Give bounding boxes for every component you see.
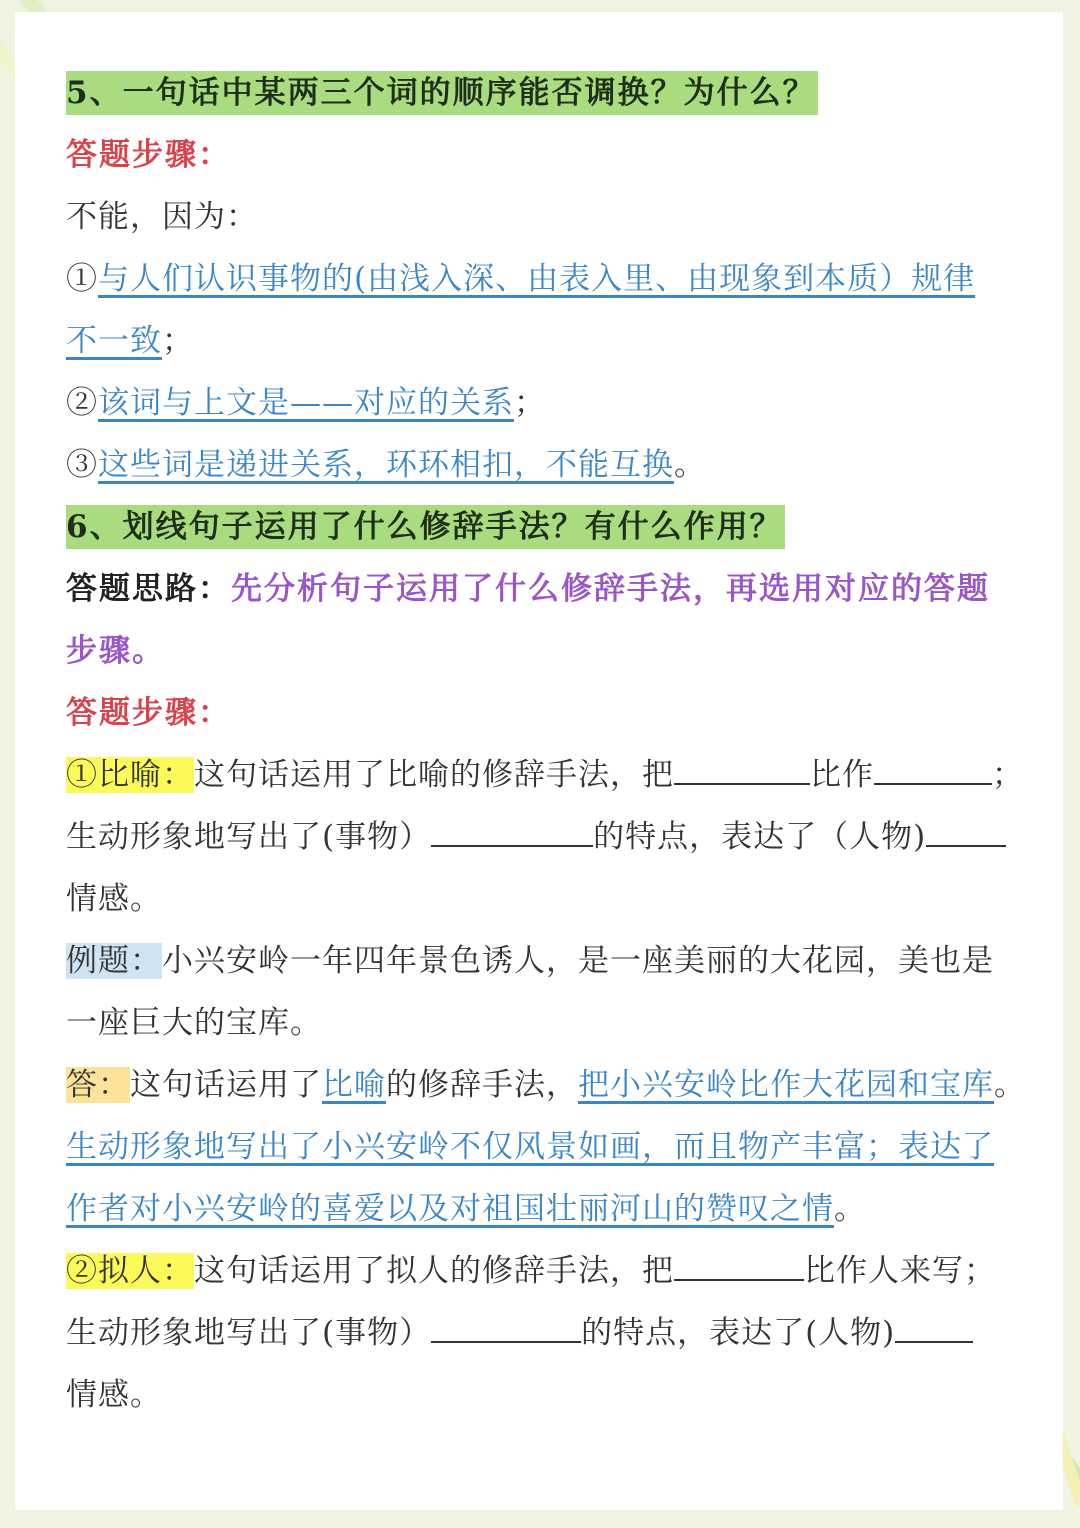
example-line1: [66, 930, 1036, 992]
answer-line2-text: 生动形象地写出了小兴安岭不仅风景如画，而且物产丰富；表达了: [66, 1129, 994, 1165]
q5-point3-text: 这些词是递进关系，环环相扣，不能互换: [98, 447, 674, 483]
q6-idea-text-b: 步骤。: [66, 633, 165, 669]
answer-line3-text: 作者对小兴安岭的喜爱以及对祖国壮丽河山的赞叹之情: [66, 1191, 834, 1227]
q5-title-line: [66, 62, 1036, 124]
answer-text-e: 。: [994, 1067, 1026, 1103]
personification-blank-1: [674, 1253, 804, 1281]
answer-text-d: 把小兴安岭比作大花园和宝库: [578, 1067, 994, 1103]
simile-text-b: 比作: [810, 757, 874, 793]
answer-line3-end: 。: [834, 1191, 866, 1227]
simile-label: ①比喻：: [66, 757, 194, 793]
simile-blank-1: [674, 757, 810, 785]
q5-point1-number: ①: [66, 261, 98, 297]
personification-line2: [66, 1302, 1036, 1364]
q5-point2-line: [66, 372, 1036, 434]
q6-idea-line1: [66, 558, 1036, 620]
q5-point1-text-b: 不一致: [66, 323, 162, 359]
answer-text-b: 比喻: [322, 1067, 386, 1103]
personification-blank-2: [431, 1315, 581, 1343]
simile-line2-a: 生动形象地写出了(事物）: [66, 819, 432, 855]
personification-line1: [66, 1240, 1036, 1302]
q5-point3-end: 。: [674, 447, 706, 483]
simile-line2: [66, 806, 1036, 868]
q6-idea-line2: [66, 620, 1036, 682]
q6-title: 6、划线句子运用了什么修辞手法？有什么作用？: [66, 505, 785, 549]
simile-line2-b: 的特点，表达了（人物): [593, 819, 927, 855]
personification-label: ②拟人：: [66, 1253, 194, 1289]
q5-steps-label: 答题步骤：: [66, 137, 231, 173]
simile-line1: [66, 744, 1036, 806]
answer-line1: [66, 1054, 1036, 1116]
q5-point1-line2: [66, 310, 1036, 372]
q6-steps-label: 答题步骤：: [66, 695, 231, 731]
q5-title: 5、一句话中某两三个词的顺序能否调换？为什么？: [66, 71, 818, 115]
answer-line3: [66, 1178, 1036, 1240]
answer-label: 答：: [66, 1067, 130, 1103]
simile-text-c: ；: [992, 757, 1024, 793]
q6-title-line: [66, 496, 1036, 558]
q6-steps-label-line: [66, 682, 1036, 744]
q5-point2-end: ；: [514, 385, 546, 421]
simile-line3: 情感。: [66, 881, 162, 917]
example-line2: 一座巨大的宝库。: [66, 1005, 322, 1041]
q5-point3-number: ③: [66, 447, 98, 483]
q6-idea-text-a: 先分析句子运用了什么修辞手法，再选用对应的答题: [231, 571, 990, 607]
personification-text-b: 比作人来写；: [804, 1253, 996, 1289]
simile-text-a: 这句话运用了比喻的修辞手法，把: [194, 757, 674, 793]
example-label: 例题：: [66, 943, 162, 979]
answer-line2: [66, 1116, 1036, 1178]
q5-steps-label-line: [66, 124, 1036, 186]
personification-line3: 情感。: [66, 1377, 162, 1413]
example-text-a: 小兴安岭一年四年景色诱人，是一座美丽的大花园，美也是: [162, 943, 994, 979]
answer-text-a: 这句话运用了: [130, 1067, 322, 1103]
simile-blank-2: [874, 757, 992, 785]
personification-line2-a: 生动形象地写出了(事物）: [66, 1315, 432, 1351]
q5-point1-text-a: 与人们认识事物的(由浅入深、由表入里、由现象到本质）规律: [98, 261, 976, 297]
document-content: [66, 62, 1036, 1426]
q5-point1-end: ；: [162, 323, 194, 359]
q6-idea-label: 答题思路：: [66, 571, 231, 607]
q5-point2-text: 该词与上文是——对应的关系: [98, 385, 514, 421]
personification-line2-b: 的特点，表达了(人物): [581, 1315, 896, 1351]
answer-text-c: 的修辞手法，: [386, 1067, 578, 1103]
q5-point2-number: ②: [66, 385, 98, 421]
simile-blank-3: [431, 819, 593, 847]
simile-blank-4: [926, 819, 1006, 847]
q5-answer-intro: 不能，因为：: [66, 199, 258, 235]
personification-blank-3: [895, 1315, 973, 1343]
q5-point3-line: [66, 434, 1036, 496]
personification-text-a: 这句话运用了拟人的修辞手法，把: [194, 1253, 674, 1289]
q5-point1-line1: [66, 248, 1036, 310]
